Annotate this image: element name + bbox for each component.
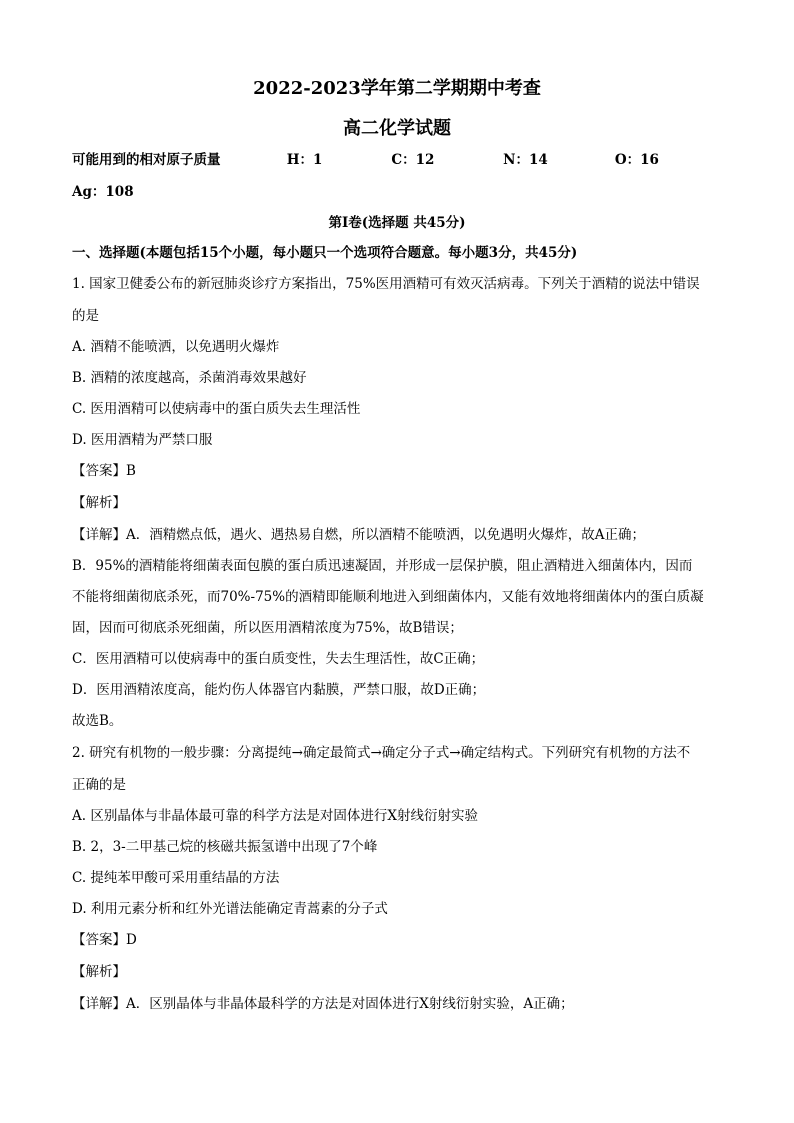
section-title: 第I卷(选择题 共45分) bbox=[328, 215, 466, 231]
q1-stem-line2: 的是 bbox=[72, 308, 99, 324]
q1-stem-line1: 1. 国家卫健委公布的新冠肺炎诊疗方案指出，75%医用酒精可有效灭活病毒。下列关于酒精的说法中错误 bbox=[72, 276, 700, 292]
q1-option-d: D. 医用酒精为严禁口服 bbox=[72, 432, 213, 448]
mass-ag: Ag：108 bbox=[72, 184, 134, 200]
atomic-masses bbox=[72, 151, 659, 169]
q1-option-a: A. 酒精不能喷洒，以免遇明火爆炸 bbox=[72, 339, 280, 355]
atomic-masses-label: 可能用到的相对原子质量 bbox=[72, 152, 221, 168]
q1-detail-6: D．医用酒精浓度高，能灼伤人体器官内黏膜，严禁口服，故D正确； bbox=[72, 682, 486, 698]
q1-analysis-label: 【解析】 bbox=[72, 495, 126, 511]
q2-option-b: B. 2，3-二甲基己烷的核磁共振氢谱中出现了7个峰 bbox=[72, 839, 378, 855]
q1-detail-5: C．医用酒精可以使病毒中的蛋白质变性，失去生理活性，故C正确； bbox=[72, 651, 485, 667]
section-heading: 一、选择题(本题包括15个小题，每小题只一个选项符合题意。每小题3分，共45分) bbox=[72, 245, 578, 261]
q1-detail-4: 固，因而可彻底杀死细菌，所以医用酒精浓度为75%，故B错误； bbox=[72, 620, 463, 636]
mass-n: N：14 bbox=[503, 152, 548, 168]
q1-conclusion: 故选B。 bbox=[72, 713, 123, 729]
q2-option-c: C. 提纯苯甲酸可采用重结晶的方法 bbox=[72, 870, 280, 886]
q1-detail-2: B．95%的酒精能将细菌表面包膜的蛋白质迅速凝固，并形成一层保护膜，阻止酒精进入细菌体内，因而 bbox=[72, 558, 693, 574]
q2-stem-line2: 正确的是 bbox=[72, 777, 126, 793]
q1-detail-3: 不能将细菌彻底杀死，而70%-75%的酒精即能顺利地进入到细菌体内，又能有效地将细菌体内的蛋白质凝 bbox=[72, 589, 704, 605]
document-subtitle: 高二化学试题 bbox=[343, 118, 451, 139]
q2-option-d: D. 利用元素分析和红外光谱法能确定青蒿素的分子式 bbox=[72, 901, 388, 917]
q2-detail-1: 【详解】A．区别晶体与非晶体最科学的方法是对固体进行X射线衍射实验，A正确； bbox=[72, 996, 574, 1012]
q1-detail-1: 【详解】A．酒精燃点低，遇火、遇热易自燃，所以酒精不能喷洒，以免遇明火爆炸，故A正确； bbox=[72, 527, 645, 543]
q2-stem-line1: 2. 研究有机物的一般步骤：分离提纯→确定最简式→确定分子式→确定结构式。下列研究有机物的方法不 bbox=[72, 745, 691, 761]
q1-answer: 【答案】B bbox=[72, 463, 136, 479]
q2-answer: 【答案】D bbox=[72, 932, 137, 948]
document-title: 2022-2023学年第二学期期中考查 bbox=[253, 78, 541, 99]
q2-option-a: A. 区别晶体与非晶体最可靠的科学方法是对固体进行X射线衍射实验 bbox=[72, 808, 478, 824]
mass-c: C：12 bbox=[391, 152, 435, 168]
mass-o: O：16 bbox=[614, 152, 659, 168]
q2-analysis-label: 【解析】 bbox=[72, 964, 126, 980]
q1-option-c: C. 医用酒精可以使病毒中的蛋白质失去生理活性 bbox=[72, 401, 361, 417]
mass-h: H：1 bbox=[286, 152, 323, 168]
q1-option-b: B. 酒精的浓度越高，杀菌消毒效果越好 bbox=[72, 370, 307, 386]
